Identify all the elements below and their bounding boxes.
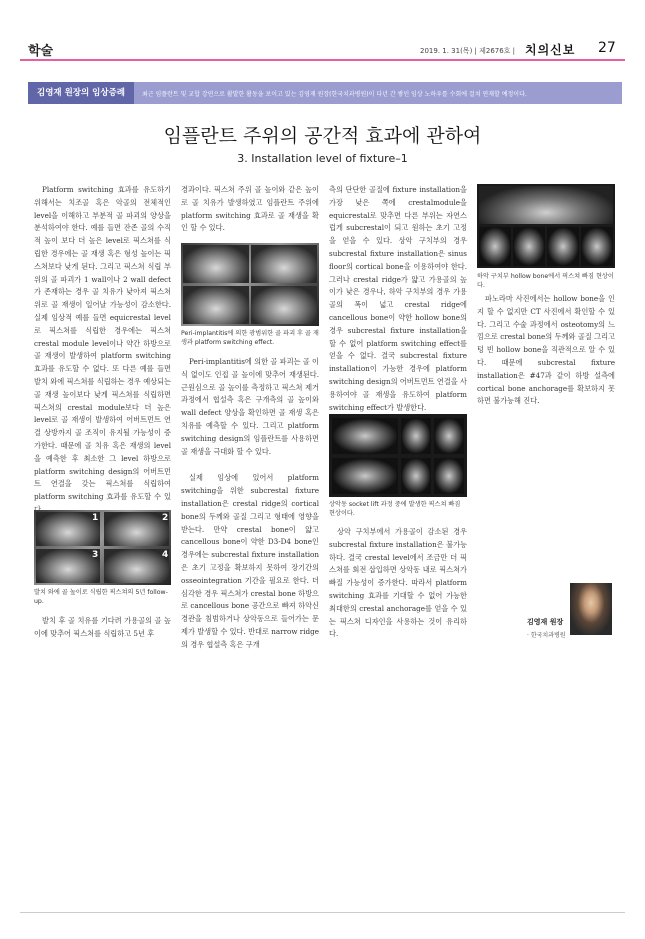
figure-number: 1 xyxy=(92,513,99,523)
xray-image xyxy=(104,549,169,583)
ct-image xyxy=(401,418,431,454)
figure-number: 4 xyxy=(162,550,169,560)
paragraph: Platform switching 효과를 유도하기 위해서는 치조골 혹은 악골의 전체적인 level을 이해하고 부분적 골 파괴의 양상을 분석하여야 한다. 예를 들면 잔존 골의 수직적 높이 보다 더 높은 level로 픽스쳐를 식립한 경우에는 골 재생 혹은 형성 높이는 픽스쳐보다 낮게 된다. 그리고 픽스쳐 식립 부위의 골 파괴가 1 wall이나 2 wall defect가 존재하는 경우 골 치유가 낮아져 픽스쳐 위로 골 재생이 일어날 가능성이 감소한다. 실제 임상적 예를 들면 equicrestal level로 픽스쳐를 식립한 경우에는 픽스쳐 crestal module level이나 약간 하방으로 골 재생이 발생하여 platform switching 효과를 유도할 수 없다. 또 다른 예를 들면 발치 와에 픽스쳐를 식립하는 경우 예상되는 골 재생 높이보다 낮게 픽스쳐를 식립하면 픽스쳐의 crestal module보다 더 높은 level로 골 재생이 발생하여 어버트먼트 연결 상방까지 골 조직이 유지될 가능성이 증가한다. 때문에 골 치유 혹은 재생의 level을 예측한 후 최소한 그 level 하방으로 platform switching design의 어버트먼트 연결을 갖는 픽스쳐를 식립하여 platform switching 효과를 유도할 수 있 xyxy=(34,185,171,502)
ct-image xyxy=(479,227,511,266)
paragraph: 경과이다. 픽스쳐 주위 골 높이와 같은 높이로 골 치유가 발생하였고 임플란트 주위에 platform switching 효과로 골 재생을 확인 할 수 있다. xyxy=(181,185,319,233)
xray-image xyxy=(36,549,100,583)
xray-image xyxy=(104,512,169,546)
xray-image xyxy=(251,286,317,324)
issue-meta: 2019. 1. 31(목) | 제2676호 | xyxy=(420,47,516,55)
figure-caption: 하악 구치부 hollow bone에서 픽스쳐 빠짐 현상이다. xyxy=(477,273,614,289)
page-number: 27 xyxy=(598,40,616,56)
ct-image xyxy=(434,418,464,454)
column-1 xyxy=(34,184,171,517)
paragraph: 측의 단단한 골질에 fixture installation을 가장 낮은 쪽에 crestalmodule을 equicrestal로 맞추면 다른 부위는 자연스럽게 subcrestal이 되고 원하는 초기 고정을 얻을 수 있다. 상악 구치부의 경우 subcrestal fixture installation은 sinus floor의 cortical bone을 이용하여야 한다. 그러나 crestal ridge가 얇고 가용골의 높이가 낮은 경우나, 하악 구치부의 경우 가용골의 폭이 넓고 crestal ridge에 cancellous bone이 약한 hollow bone의 경우 subcrestal fixture installation을 할 수 없어 platform switching effect를 얻을 수 없다. 결국 subcrestal fixture installation이 가능한 경우에 platform switching design의 어버트먼트 연결을 사용하여야 골 재생을 유도하여 platform switching effect가 발생한다. xyxy=(329,185,467,412)
ct-image xyxy=(401,458,431,494)
ct-image xyxy=(547,227,579,266)
footer-rule xyxy=(20,912,625,913)
newspaper-name: 치의신보 xyxy=(525,43,576,57)
series-intro: 최근 임플란트 및 교합 강연으로 활발한 활동을 보이고 있는 김영재 원장(한국치과병원)이 다년 간 쌓인 임상 노하우를 수회에 걸쳐 연재할 예정이다. xyxy=(142,91,527,98)
ct-image xyxy=(581,227,613,266)
figure-col1 xyxy=(34,510,171,585)
column-2-cont xyxy=(181,356,319,652)
xray-image xyxy=(183,286,249,324)
paragraph: Peri-implantitis에 의한 골 파괴는 골 이식 없이도 인접 골 높이에 맞추어 재생된다. 근원심으로 골 높이를 측정하고 픽스쳐 제거 과정에서 협설측 혹은 구개측의 골 높이와 wall defect 양상을 확인하면 골 재생 혹은 치유를 예측할 수 있다. 그리고 platform switching design의 임플란트를 사용하면 골 재생을 극대화 할 수 있다. xyxy=(181,357,319,456)
figure-caption: 상악동 socket lift 과정 중에 발생한 픽스쳐 빠짐 현상이다. xyxy=(329,501,461,517)
article-subtitle: 3. Installation level of fixture–1 xyxy=(237,152,408,165)
paragraph: 파노라마 사진에서는 hollow bone을 인지 할 수 없지만 CT 사진에서 확인할 수 있다. 그리고 수술 과정에서 osteotomy의 느낌으로 crestal bone의 두께와 골질 그리고 텅 빈 hollow bone을 직관적으로 알 수 있다. 때문에 subcrestal fixture installation은 #47과 같이 하방 설측에 cortical bone anchorage를 확보하지 못하면 불가능해 진다. xyxy=(477,294,615,406)
paragraph: 실제 임상에 있어서 platform switching을 위한 subcrestal fixture installation은 crestal ridge의 cortical bone의 두께와 골질 그리고 형태에 영향을 받는다. 만약 crestal bone이 얇고 cancellous bone이 약한 D3-D4 bone인 경우에는 subcrestal fixture installation은 초기 고정을 확보하지 못하여 장기간의 osseointegration 기간을 필요로 한다. 더 심각한 경우 픽스쳐가 crestal bone 하방으로 cancellous bone 공간으로 빠져 하악신경관을 침범하거나 상악동으로 들어가는 문제가 발생할 수 있다. 반대로 narrow ridge의 경우 협설측 혹은 구개 xyxy=(181,473,319,649)
ct-image xyxy=(332,418,398,454)
panorama-image xyxy=(479,186,613,224)
author-affiliation: · 한국치과병원 xyxy=(527,632,566,639)
paragraph: 발치 후 골 치유를 기다려 가용골의 골 높이에 맞추어 픽스쳐를 식립하고 5년 후 xyxy=(34,616,171,638)
column-1-cont xyxy=(34,615,171,641)
column-3-cont xyxy=(329,526,467,641)
author-photo xyxy=(570,583,612,635)
author-name: 김영재 원장 xyxy=(527,618,564,626)
xray-image xyxy=(36,512,100,546)
column-3 xyxy=(329,184,467,414)
column-2 xyxy=(181,184,319,235)
figure-col4 xyxy=(477,184,615,268)
ct-image xyxy=(332,458,398,494)
header-rule xyxy=(20,59,625,61)
figure-caption: 발치 와에 골 높이로 식립한 픽스쳐의 5년 follow-up. xyxy=(34,589,168,605)
series-label: 김영재 원장의 임상증례 xyxy=(28,82,134,104)
section-label: 학술 xyxy=(28,44,54,59)
ct-image xyxy=(434,458,464,494)
ct-image xyxy=(513,227,545,266)
xray-image xyxy=(183,245,249,283)
paragraph: 상악 구치부에서 가용골이 감소된 경우 subcrestal fixture installation은 불가능하다. 결국 crestal level에서 조금만 더 픽스쳐를 회전 삽입하면 상악동 내로 픽스쳐가 빠질 가능성이 증가한다. 따라서 platform switching 효과를 기대할 수 없어 가능한 최대한의 crestal anchorage를 얻을 수 있는 픽스쳐 디자인을 사용하는 것이 유리하다. xyxy=(329,527,467,639)
figure-col3 xyxy=(329,414,467,497)
article-title: 임플란트 주위의 공간적 효과에 관하여 xyxy=(163,125,482,147)
figure-number: 2 xyxy=(162,513,169,523)
figure-number: 3 xyxy=(92,550,99,560)
column-4 xyxy=(477,293,615,408)
figure-col2 xyxy=(181,243,319,326)
xray-image xyxy=(251,245,317,283)
figure-caption: Peri-implantitis에 의한 광범위한 골 파괴 후 골 재생과 platform switching effect. xyxy=(181,330,319,346)
